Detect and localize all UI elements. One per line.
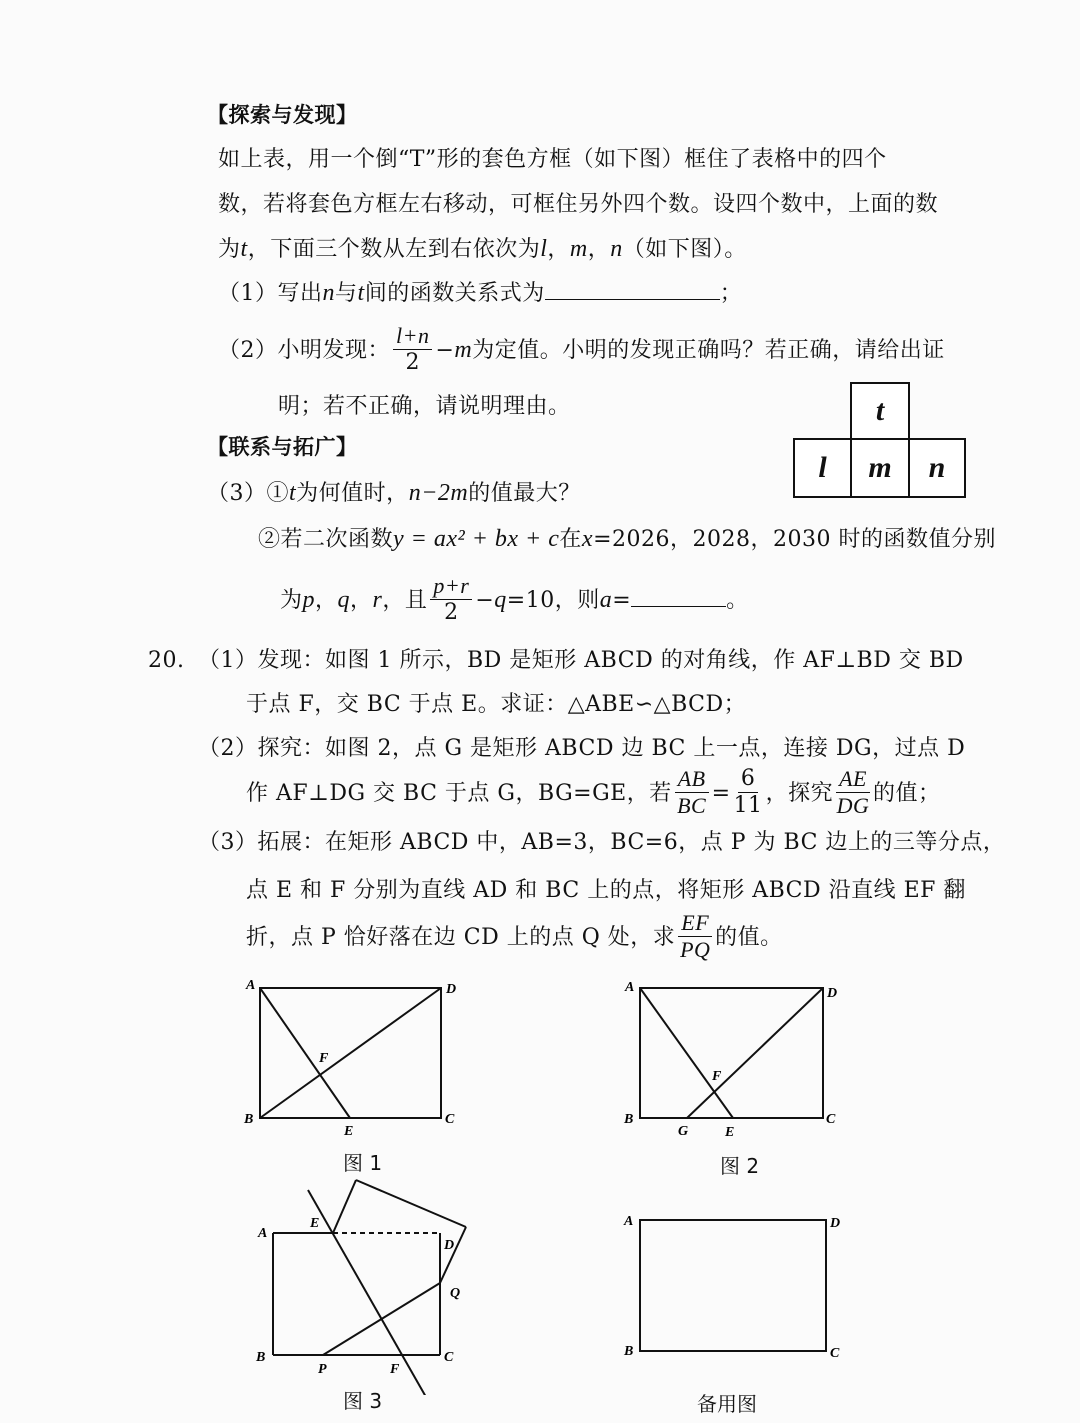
segment-pq [323,1283,440,1355]
text: =2026，2028，2030 时的函数值分别 [593,527,996,552]
label-B: B [256,1350,266,1365]
tframe-top-cell: t [850,382,910,440]
text: ， [350,588,373,613]
text: 的值最大？ [468,481,581,506]
label-D: D [446,982,457,997]
line-ae [640,988,733,1118]
text: − [475,588,495,613]
problem20-part2-line1: （2）探究：如图 2，点 G 是矩形 ABCD 边 BC 上一点，连接 DG，过点 D [198,736,966,761]
var-n: n [610,236,623,262]
text: ，探究 [765,781,834,806]
problem20-part2-line2 [246,766,940,822]
text: = [711,781,731,806]
para-line-2: 数，若将套色方框左右移动，可框住另外四个数。设四个数中，上面的数 [218,192,939,217]
tframe-left-cell: l [793,438,852,498]
tframe-right-cell: n [908,438,966,498]
denominator: PQ [680,936,711,962]
label-Q: Q [450,1286,461,1301]
fraction-ae-over-dg [836,766,870,819]
label-C: C [826,1112,836,1127]
var-x: x [581,526,594,552]
text: ， [315,588,338,613]
label-E: E [310,1216,320,1231]
label-A: A [625,980,635,995]
numerator: AE [836,766,870,793]
text: 为 [280,588,303,613]
denominator: BC [677,792,707,818]
problem-number: 20. [148,648,185,673]
var-l: l [540,236,548,262]
label-P: P [318,1362,327,1377]
label-C: C [444,1350,454,1365]
label-B: B [624,1344,634,1359]
text: （3）① [207,481,289,506]
text: 的值； [872,781,941,806]
text: 作 AF⊥DG 交 BC 于点 G，BG=GE，若 [246,781,672,806]
var-t: t [240,236,248,262]
denominator: DG [836,792,870,818]
folded-edge-3 [440,1227,466,1283]
var-m: m [569,236,588,262]
text: ； [719,281,743,306]
label-E: E [725,1125,735,1140]
numerator: EF [678,910,712,937]
label-G: G [678,1124,689,1139]
text: ，且 [382,588,428,613]
text: =10，则 [506,588,600,613]
text: 的值。 [715,925,783,950]
text: 与 [335,281,358,306]
line-ae [260,988,350,1118]
tframe-mid-cell: m [850,438,910,498]
numerator: p+r [430,573,472,600]
rectangle-abcd [640,988,823,1118]
text: 。 [726,588,749,613]
label-B: B [624,1112,634,1127]
figure-spare [620,1205,850,1365]
text: （1）写出 [218,281,323,306]
label-A: A [258,1226,268,1241]
figure-3-caption: 图 3 [343,1389,383,1413]
problem20-part3-line3 [246,910,783,966]
label-E: E [344,1124,354,1139]
text: ②若二次函数 [258,527,394,552]
text: 在 [559,527,582,552]
label-F: F [390,1362,400,1377]
text: ，下面三个数从左到右依次为 [247,237,541,262]
fraction-ab-over-bc [675,766,709,819]
fraction-l-plus-n-over-2 [393,323,432,376]
label-C: C [830,1346,840,1361]
text: ， [587,237,611,262]
text: = [612,588,632,613]
figure-1 [240,975,470,1140]
var-q: q [494,587,507,613]
var-p: p [302,587,316,613]
var-n: n [322,280,335,306]
quadratic-function: y = ax² + bx + c [393,526,560,552]
label-B: B [244,1112,254,1127]
question-3-1 [207,478,581,509]
question-3-2 [258,524,996,555]
section-heading-explore: 【探索与发现】 [207,103,358,127]
text: （如下图）。 [622,237,747,262]
denominator: 11 [733,792,763,818]
text: 为何值时， [296,481,409,506]
denominator: 2 [405,349,420,375]
text: 折，点 P 恰好落在边 CD 上的点 Q 处，求 [246,925,676,950]
label-F: F [319,1051,329,1066]
problem20-part1-line1: （1）发现：如图 1 所示，BD 是矩形 ABCD 的对角线，作 AF⊥BD 交 BD [198,648,964,673]
label-F: F [712,1069,722,1084]
problem20-part3-line2: 点 E 和 F 分别为直线 AD 和 BC 上的点，将矩形 ABCD 沿直线 EF 翻 [246,878,966,903]
fraction-6-over-11 [734,766,763,819]
var-m: m [454,337,473,363]
para-line-1: 如上表，用一个倒“T”形的套色方框（如下图）框住了表格中的四个 [218,147,887,172]
label-D: D [830,1216,841,1231]
var-a: a [599,587,613,613]
figure-1-caption: 图 1 [343,1151,383,1175]
var-t: t [357,280,365,306]
var-q: q [337,587,351,613]
var-t: t [289,480,297,506]
folded-edge-1 [333,1180,356,1233]
section-heading-connect: 【联系与拓广】 [207,435,358,459]
rectangle-abcd [640,1220,826,1351]
question-1 [218,278,742,309]
folded-edge-2 [356,1180,466,1227]
fraction-ef-over-pq [678,910,712,963]
text: （2）小明发现： [218,338,390,363]
numerator: AB [675,766,709,793]
answer-blank-2[interactable] [631,586,726,607]
para-line-3 [218,234,747,265]
text: 间的函数关系式为 [364,281,545,306]
numerator: 6 [738,766,759,793]
question-2 [218,322,945,379]
answer-blank-1[interactable] [545,279,720,300]
fraction-p-plus-r-over-2 [430,573,472,626]
line-dg [687,988,823,1118]
text: ， [547,237,570,262]
problem20-part3-line1: （3）拓展：在矩形 ABCD 中，AB=3，BC=6，点 P 为 BC 边上的三等分点， [198,830,1006,855]
question-3-3 [280,572,749,629]
label-A: A [246,978,256,993]
var-r: r [372,587,383,613]
text: − [435,338,455,363]
figure-2-caption: 图 2 [720,1154,760,1178]
denominator: 2 [444,599,459,625]
figure-spare-caption: 备用图 [697,1392,757,1416]
problem20-part1-line2: 于点 F，交 BC 于点 E。求证：△ABE∽△BCD； [246,692,747,717]
figure-2 [620,975,850,1145]
question-2-line-2: 明；若不正确，请说明理由。 [278,394,571,419]
expr-n-2m: n−2m [408,480,469,506]
label-D: D [827,986,838,1001]
label-C: C [445,1112,455,1127]
diagonal-bd [260,988,441,1118]
numerator: l+n [393,323,432,350]
text: 为定值。小明的发现正确吗？若正确，请给出证 [472,338,945,363]
text: 为 [218,237,241,262]
label-A: A [624,1214,634,1229]
label-D: D [444,1238,455,1253]
figure-3 [248,1175,478,1395]
